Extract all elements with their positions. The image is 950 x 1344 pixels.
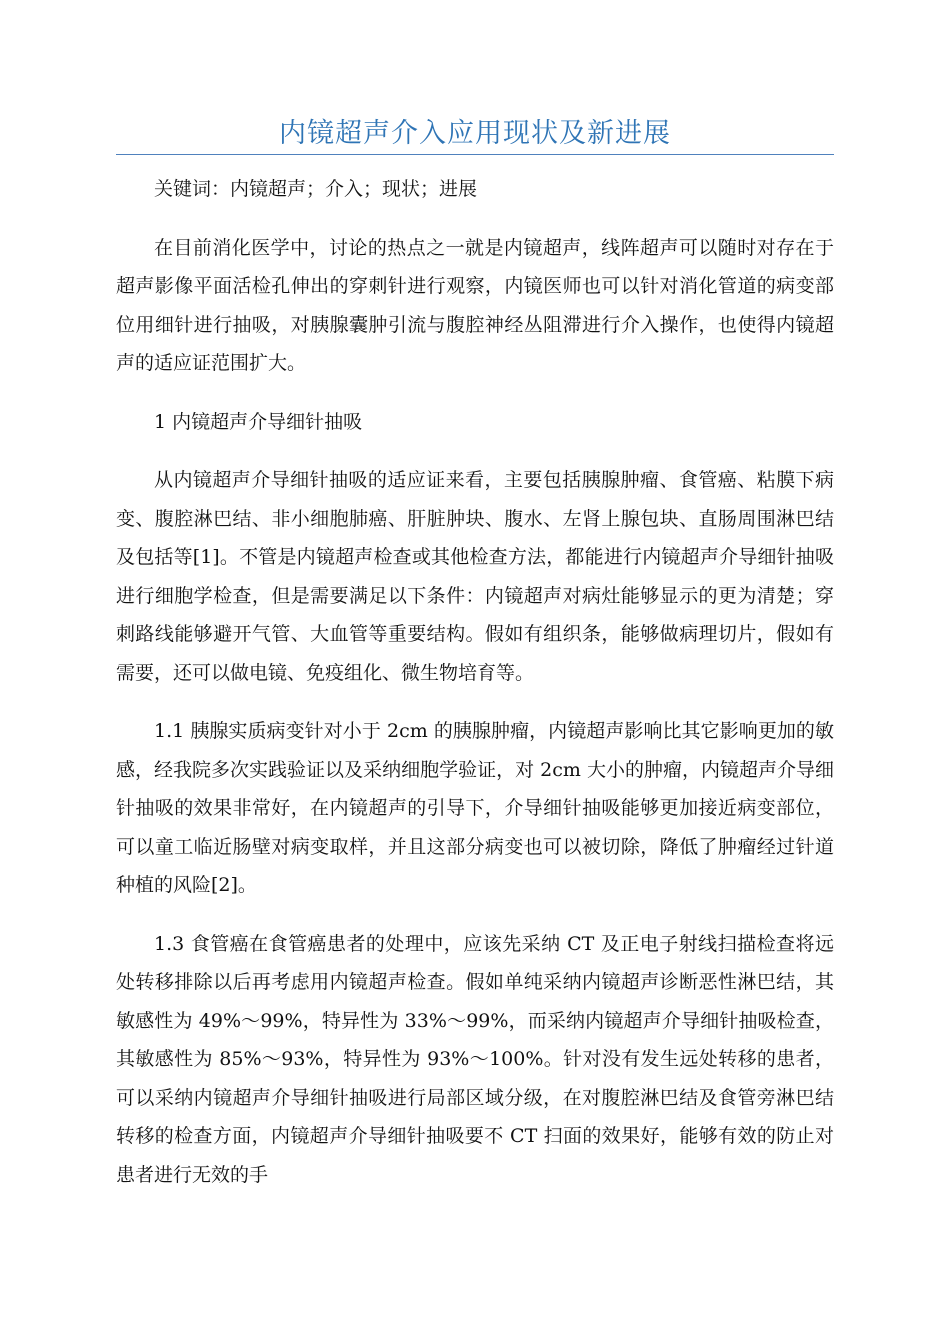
- section-heading-1: 1 内镜超声介导细针抽吸: [154, 410, 363, 433]
- subsection-1-1-paragraph: 1.1 胰腺实质病变针对小于 2cm 的胰腺肿瘤，内镜超声影响比其它影响更加的敏感，经我院多次实践验证以及采纳细胞学验证，对 2cm 大小的肿瘤，内镜超声介导细针抽吸的效果非常好，在内镜超声的引导下，介导细针抽吸能够更加接近病变部位，可以童工临近肠壁对病变取样，并且这部分病变也可以被切除，降低了肿瘤经过针道种植的风险[2]。: [116, 720, 834, 896]
- document-body: [116, 170, 834, 1214]
- keywords-line: 关键词：内镜超声；介入；现状；进展: [154, 178, 478, 200]
- title-underline: [116, 154, 834, 155]
- document-title: 内镜超声介入应用现状及新进展: [279, 118, 671, 149]
- intro-paragraph: 在目前消化医学中，讨论的热点之一就是内镜超声，线阵超声可以随时对存在于超声影像平面活检孔伸出的穿刺针进行观察，内镜医师也可以针对消化管道的病变部位用细针进行抽吸，对胰腺囊肿引流与腹腔神经丛阻滞进行介入操作，也使得内镜超声的适应证范围扩大。: [116, 236, 834, 374]
- section-1-paragraph: 从内镜超声介导细针抽吸的适应证来看，主要包括胰腺肿瘤、食管癌、粘膜下病变、腹腔淋巴结、非小细胞肺癌、肝脏肿块、腹水、左肾上腺包块、直肠周围淋巴结及包括等[1]。不管是内镜超声检查或其他检查方法，都能进行内镜超声介导细针抽吸进行细胞学检查，但是需要满足以下条件：内镜超声对病灶能够显示的更为清楚；穿刺路线能够避开气管、大血管等重要结构。假如有组织条，能够做病理切片，假如有需要，还可以做电镜、免疫组化、微生物培育等。: [116, 469, 834, 684]
- subsection-1-3-paragraph: 1.3 食管癌在食管癌患者的处理中，应该先采纳 CT 及正电子射线扫描检查将远处转移排除以后再考虑用内镜超声检查。假如单纯采纳内镜超声诊断恶性淋巴结，其敏感性为 49%～99%，特异性为 33%～99%，而采纳内镜超声介导细针抽吸检查，其敏感性为 85%～93%，特异性为 93%～100%。针对没有发生远处转移的患者，可以采纳内镜超声介导细针抽吸进行局部区域分级，在对腹腔淋巴结及食管旁淋巴结转移的检查方面，内镜超声介导细针抽吸要不 CT 扫面的效果好，能够有效的防止对患者进行无效的手: [116, 932, 834, 1186]
